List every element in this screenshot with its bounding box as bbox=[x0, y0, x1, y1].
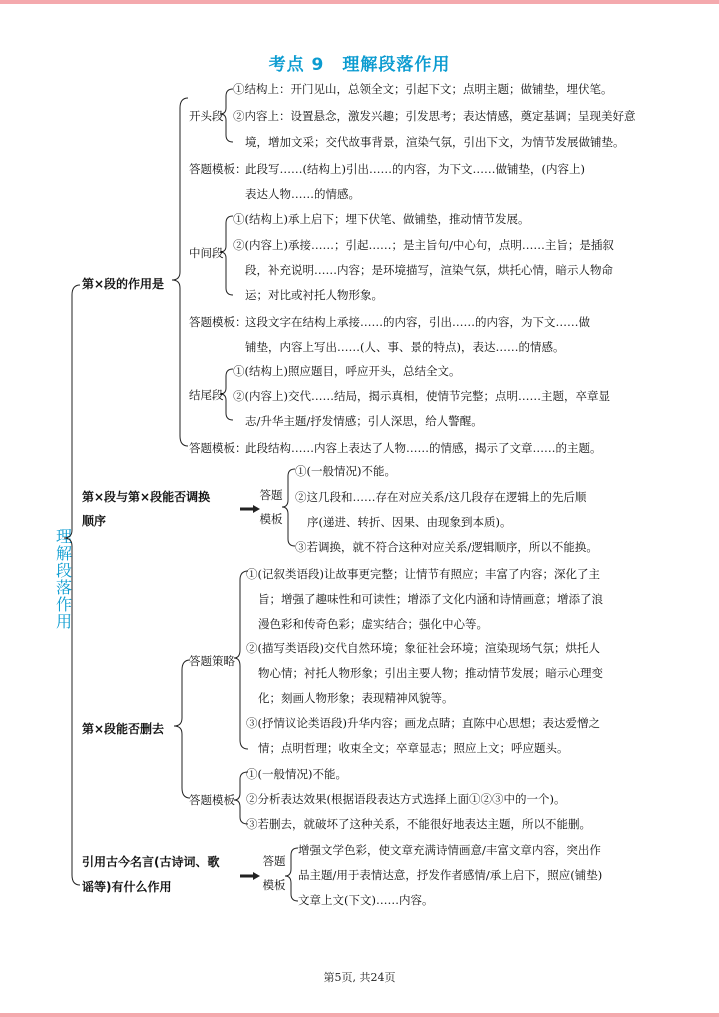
delete-template-item-2: ②分析表达效果(根据语段表达方式选择上面①②③中的一个)。 bbox=[246, 792, 566, 806]
arrow-icon bbox=[240, 872, 260, 880]
top-border bbox=[0, 0, 719, 4]
middle-template-label: 答题模板： bbox=[189, 315, 247, 329]
opening-item-2-line-2: 境，增加文采；交代故事背景，渲染气氛，引出下文，为情节发展做铺垫。 bbox=[245, 135, 625, 149]
quote-template-label-1: 答题 bbox=[262, 854, 286, 868]
opening-template-label: 答题模板： bbox=[189, 162, 247, 176]
middle-item-2-line-3: 运；对比或衬托人物形象。 bbox=[245, 288, 383, 302]
middle-template-line-1: 这段文字在结构上承接……的内容，引出……的内容，为下文……做 bbox=[245, 315, 590, 329]
section-swap-order-line-2: 顺序 bbox=[82, 514, 107, 528]
strategy-item-2-line-2: 物心情；衬托人物形象；引出主要人物；推动情节发展；暗示心理变 bbox=[258, 666, 603, 680]
delete-template-item-3: ③若删去，就破坏了这种关系，不能很好地表达主题，所以不能删。 bbox=[246, 817, 591, 831]
opening-template-line-1: 此段写……(结构上)引出……的内容，为下文……做铺垫，(内容上) bbox=[245, 162, 585, 176]
page-number: 第5页, 共24页 bbox=[323, 971, 396, 984]
arrow-icon bbox=[240, 505, 260, 513]
strategy-item-3-line-2: 情；点明哲理；收束全文；卒章显志；照应上文；呼应题头。 bbox=[258, 741, 569, 755]
swap-template-label-1: 答题 bbox=[259, 488, 283, 502]
opening-item-1: ①结构上：开门见山，总领全文；引起下文；点明主题；做铺垫，埋伏笔。 bbox=[233, 82, 613, 96]
bottom-border bbox=[0, 1013, 719, 1017]
strategy-item-1-line-3: 漫色彩和传奇色彩；虚实结合；强化中心等。 bbox=[258, 617, 488, 631]
quote-line-2: 品主题/用于表情达意，抒发作者感情/承上启下，照应(铺垫) bbox=[298, 868, 603, 882]
delete-strategy-label: 答题策略 bbox=[189, 654, 235, 668]
ending-paragraph-label: 结尾段 bbox=[189, 388, 224, 402]
swap-template-label-2: 模板 bbox=[259, 512, 283, 526]
quote-template-label-2: 模板 bbox=[262, 878, 286, 892]
swap-item-2-line-1: ②这几段和……存在对应关系/这几段存在逻辑上的先后顺 bbox=[295, 490, 587, 504]
ending-item-1: ①(结构上)照应题目，呼应开头，总结全文。 bbox=[233, 364, 461, 378]
quote-line-3: 文章上文(下文)……内容。 bbox=[298, 893, 434, 907]
swap-item-2-line-2: 序(递进、转折、因果、由现象到本质)。 bbox=[307, 515, 512, 529]
opening-paragraph-label: 开头段 bbox=[189, 109, 224, 123]
middle-item-1: ①(结构上)承上启下；埋下伏笔、做铺垫，推动情节发展。 bbox=[233, 212, 530, 226]
middle-item-2-line-1: ②(内容上)承接……；引起……；是主旨句/中心句，点明……主旨；是插叙 bbox=[233, 238, 614, 252]
page-title: 考点 9 理解段落作用 bbox=[268, 55, 451, 75]
strategy-item-1-line-1: ①(记叙类语段)让故事更完整；让情节有照应；丰富了内容；深化了主 bbox=[246, 567, 600, 581]
middle-template-line-2: 铺垫，内容上写出……(人、事、景的特点)，表达……的情感。 bbox=[245, 340, 565, 354]
delete-template-label: 答题模板 bbox=[189, 793, 235, 807]
section-quote-function-line-2: 谣等)有什么作用 bbox=[82, 880, 172, 894]
middle-paragraph-label: 中间段 bbox=[189, 246, 224, 260]
quote-line-1: 增强文学色彩，使文章充满诗情画意/丰富文章内容，突出作 bbox=[298, 843, 601, 857]
ending-template-line-1: 此段结构……内容上表达了人物……的情感，揭示了文章……的主题。 bbox=[245, 441, 602, 455]
delete-template-item-1: ①(一般情况)不能。 bbox=[246, 767, 347, 781]
vertical-title: 理解段落作用 bbox=[55, 527, 72, 631]
opening-template-line-2: 表达人物……的情感。 bbox=[245, 187, 360, 201]
strategy-item-1-line-2: 旨；增强了趣味性和可读性；增添了文化内涵和诗情画意；增添了浪 bbox=[258, 592, 603, 606]
swap-item-1: ①(一般情况)不能。 bbox=[295, 464, 396, 478]
strategy-item-2-line-3: 化；刻画人物形象；表现精神风貌等。 bbox=[258, 691, 454, 705]
section-swap-order-line-1: 第×段与第×段能否调换 bbox=[82, 490, 211, 504]
ending-item-2-line-2: 志/升华主题/抒发情感；引人深思，给人警醒。 bbox=[245, 414, 483, 428]
swap-item-3: ③若调换，就不符合这种对应关系/逻辑顺序，所以不能换。 bbox=[295, 540, 598, 554]
opening-item-2-line-1: ②内容上：设置悬念，激发兴趣；引发思考；表达情感，奠定基调；呈现美好意 bbox=[233, 109, 636, 123]
ending-item-2-line-1: ②(内容上)交代……结局，揭示真相，使情节完整；点明……主题，卒章显 bbox=[233, 389, 610, 403]
strategy-item-3-line-1: ③(抒情议论类语段)升华内容；画龙点睛；直陈中心思想；表达爱憎之 bbox=[246, 716, 600, 730]
section-can-delete: 第×段能否删去 bbox=[82, 722, 165, 736]
middle-item-2-line-2: 段，补充说明……内容；是环境描写，渲染气氛，烘托心情，暗示人物命 bbox=[245, 263, 613, 277]
section-quote-function-line-1: 引用古今名言(古诗词、歌 bbox=[82, 855, 220, 869]
section-paragraph-function: 第×段的作用是 bbox=[82, 277, 165, 291]
ending-template-label: 答题模板： bbox=[189, 441, 247, 455]
strategy-item-2-line-1: ②(描写类语段)交代自然环境；象征社会环境；渲染现场气氛；烘托人 bbox=[246, 641, 600, 655]
